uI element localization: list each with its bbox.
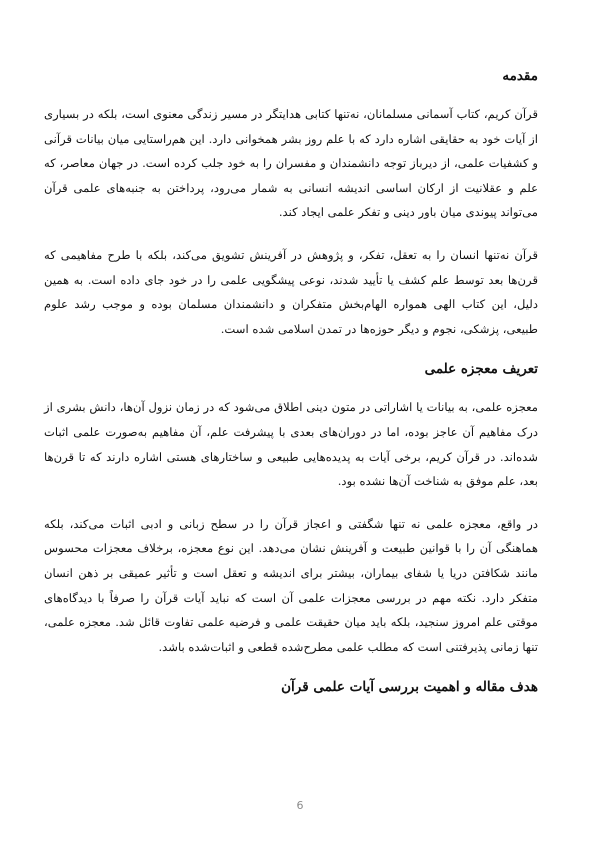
- definition-paragraph-2: در واقع، معجزه علمی نه تنها شگفتی و اعجاز قرآن را در سطح زبانی و ادبی اثبات می‌کند، بلکه هماهنگی آن را با قوانین طبیعت و آفرینش نشان می‌دهد. این نوع معجزه، برخلاف معجزات محسوس مانند شکافتن دریا یا شفای بیماران، بیشتر برای اندیشه و تعقل است و تأثیر عمیقی بر ذهن انسان متفکر دارد. نکته مهم در بررسی معجزات علمی آن است که نباید آیات قرآن را صرفاً با دیدگاه‌های موقتی علم امروز سنجید، بلکه باید میان حقیقت علمی و فرضیه علمی تفاوت قائل شد. معجزه علمی، تنها زمانی پذیرفتنی است که مطلب علمی مطرح‌شده قطعی و اثبات‌شده باشد.: [44, 516, 538, 654]
- page-number: 6: [296, 799, 304, 812]
- intro-paragraph-1: قرآن کریم، کتاب آسمانی مسلمانان، نه‌تنها کتابی هدایتگر در مسیر زندگی معنوی است، بلکه در بسیاری از آیات خود به حقایقی اشاره دارد که با علم روز بشر همخوانی دارد. این هم‌راستایی میان بیانات قرآنی و کشفیات علمی، از دیرباز توجه دانشمندان و مفسران را به خود جلب کرده است. در جهان معاصر، که علم و عقلانیت از ارکان اساسی اندیشه انسانی به شمار می‌رود، پرداختن به جنبه‌های علمی قرآن می‌تواند پیوندی میان باور دینی و تفکر علمی ایجاد کند.: [44, 107, 538, 220]
- page-content: [44, 66, 538, 697]
- section-heading-introduction: مقدمه: [502, 68, 538, 84]
- section-heading-goal: هدف مقاله و اهمیت بررسی آیات علمی قرآن: [281, 679, 538, 696]
- definition-paragraph-1: معجزه علمی، به بیانات یا اشاراتی در متون دینی اطلاق می‌شود که در زمان نزول آن‌ها، دانش بشری از درک مفاهیم آن عاجز بوده، اما در دوران‌های بعدی با پیشرفت علم، آن مفاهیم به‌صورت علمی اثبات شده‌اند. در قرآن کریم، برخی آیات به پدیده‌هایی طبیعی و ساختارهای هستی اشاره دارند که تا قرن‌ها بعد، علم موفق به شناخت آن‌ها نشده بود.: [44, 400, 538, 489]
- section-heading-definition: تعریف معجزه علمی: [424, 361, 538, 378]
- intro-paragraph-2: قرآن نه‌تنها انسان را به تعقل، تفکر، و پژوهش در آفرینش تشویق می‌کند، بلکه با طرح مفاهیمی که قرن‌ها بعد توسط علم کشف یا تأیید شدند، نوعی پیشگویی علمی را در خود جای داده است. به همین دلیل، این کتاب الهی همواره الهام‌بخش متفکران و دانشمندان مسلمان بوده و موجب رشد علوم طبیعی، پزشکی، نجوم و دیگر حوزه‌ها در تمدن اسلامی شده است.: [44, 247, 538, 336]
